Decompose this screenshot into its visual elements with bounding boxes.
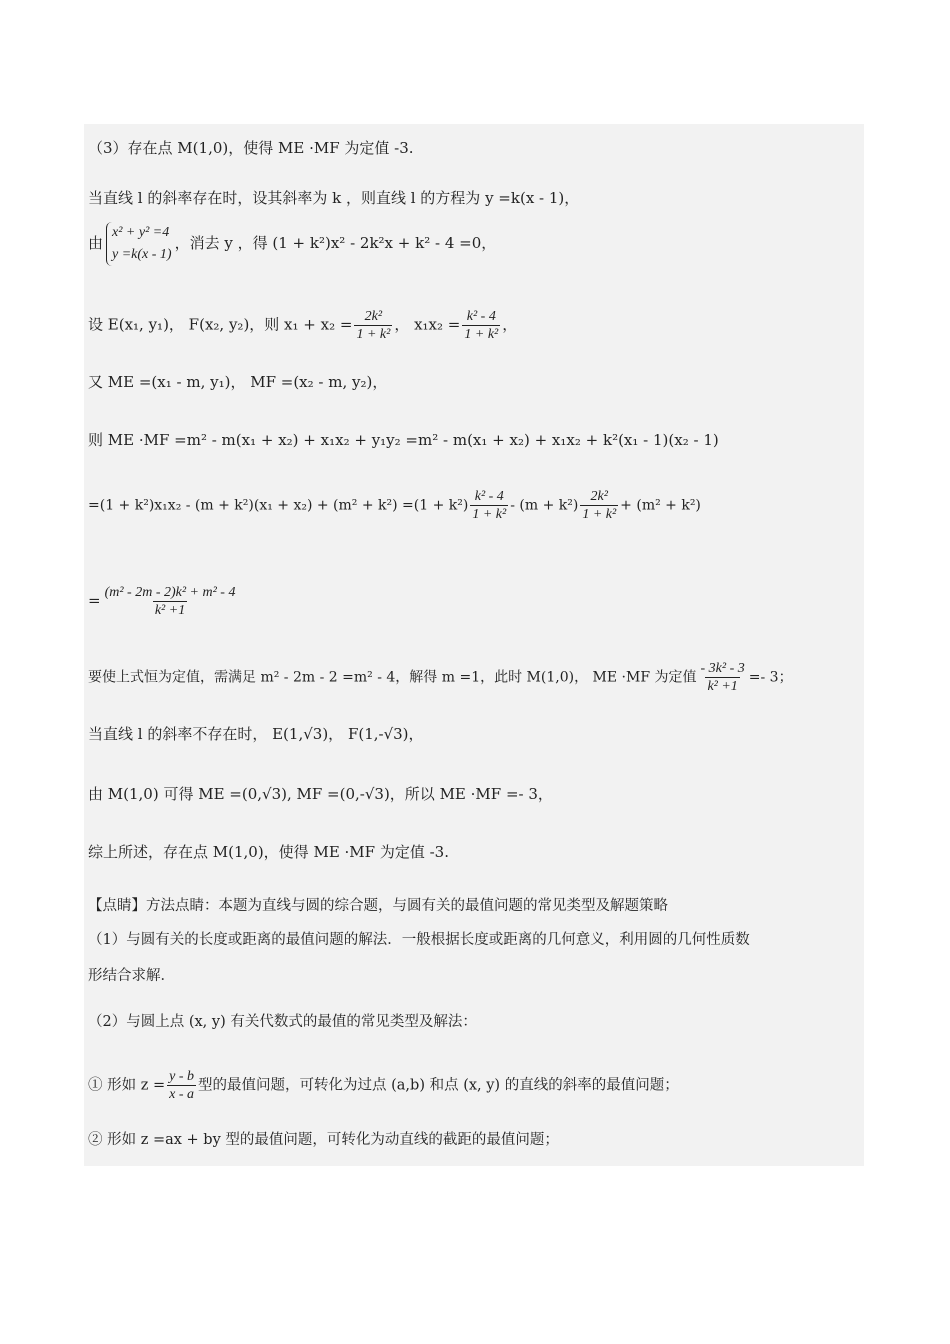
fraction-denominator: k² +1	[154, 603, 186, 618]
fraction-numerator: 2k²	[590, 489, 608, 504]
text-fragment: - (m + k²)	[510, 497, 579, 514]
fraction-numerator: k² - 4	[474, 489, 504, 504]
text-line: ② 形如 z =ax + by 型的最值问题，可转化为动直线的截距的最值问题；	[88, 1132, 559, 1148]
fraction-numerator: k² - 4	[466, 309, 496, 324]
text-line: （1）与圆有关的长度或距离的最值问题的解法．一般根据长度或距离的几何意义，利用圆的几何性质数	[88, 932, 750, 948]
fraction	[103, 584, 238, 619]
text-fragment: ， x₁x₂ =	[394, 315, 461, 334]
text-line: 当直线 l 的斜率存在时，设其斜率为 k ，则直线 l 的方程为 y =k(x - 1)，	[88, 189, 580, 207]
text-fragment: =- 3；	[748, 669, 793, 686]
fraction-numerator: - 3k² - 3	[700, 661, 745, 676]
fraction-denominator: k² +1	[707, 679, 738, 694]
text-line: 综上所述，存在点 M(1,0)，使得 ME ·MF 为定值 -3.	[88, 843, 449, 861]
note-heading: 【点睛】方法点睛：本题为直线与圆的综合题，与圆有关的最值问题的常见类型及解题策略	[88, 898, 668, 914]
fraction	[470, 488, 508, 523]
fraction	[462, 308, 500, 343]
fraction-denominator: 1 + k²	[472, 507, 507, 522]
equation-line	[88, 1068, 679, 1103]
solution-panel	[84, 124, 864, 1166]
equation-line: 则 ME ·MF =m² - m(x₁ + x₂) + x₁x₂ + y₁y₂ =m² - m(x₁ + x₂) + x₁x₂ + k²(x₁ - 1)(x₂ - 1)	[88, 431, 719, 449]
text-line: 由 M(1,0) 可得 ME =(0,√3), MF =(0,-√3)，所以 ME ·MF =- 3，	[88, 785, 553, 803]
text-line: 又 ME =(x₁ - m, y₁)， MF =(x₂ - m, y₂)，	[88, 373, 388, 391]
text-fragment: + (m² + k²)	[620, 497, 701, 514]
equation-line	[88, 488, 701, 523]
text-fragment: 要使上式恒为定值，需满足 m² - 2m - 2 =m² - 4，解得 m =1，此时 M(1,0)， ME ·MF 为定值	[88, 669, 697, 686]
text-line: 形结合求解．	[88, 968, 175, 984]
fraction	[354, 308, 392, 343]
fraction-denominator: 1 + k²	[356, 327, 391, 342]
fraction-denominator: x - a	[169, 1087, 195, 1102]
equation: x² + y² =4	[112, 225, 170, 240]
text-fragment: ① 形如 z =	[88, 1077, 166, 1094]
fraction	[699, 660, 747, 695]
text-fragment: 设 E(x₁, y₁)， F(x₂, y₂)，则 x₁ + x₂ =	[88, 315, 353, 334]
equation-system	[106, 222, 172, 266]
text-line: （3）存在点 M(1,0)，使得 ME ·MF 为定值 -3.	[88, 139, 414, 157]
fraction-numerator: (m² - 2m - 2)k² + m² - 4	[104, 585, 236, 600]
text-line: 当直线 l 的斜率不存在时， E(1,√3)， F(1,-√3)，	[88, 725, 424, 743]
fraction-denominator: 1 + k²	[582, 507, 617, 522]
text-fragment: =(1 + k²)x₁x₂ - (m + k²)(x₁ + x₂) + (m² + k²) =(1 + k²)	[88, 497, 469, 514]
fraction	[167, 1068, 196, 1103]
text-fragment: 型的最值问题，可转化为过点 (a,b) 和点 (x, y) 的直线的斜率的最值问题；	[198, 1077, 679, 1094]
text-fragment: ，	[502, 315, 518, 334]
fraction	[580, 488, 618, 523]
text-fragment: =	[88, 591, 101, 610]
text-line: （2）与圆上点 (x, y) 有关代数式的最值的常见类型及解法：	[88, 1014, 477, 1030]
fraction-numerator: y - b	[169, 1069, 195, 1084]
equation: y =k(x - 1)	[112, 247, 172, 262]
fraction-numerator: 2k²	[364, 309, 383, 324]
equation-line	[88, 584, 239, 619]
equation-system-line	[88, 222, 496, 266]
equation-line	[88, 660, 793, 695]
text-fragment: 由	[88, 234, 104, 252]
fraction-denominator: 1 + k²	[464, 327, 499, 342]
text-fragment: ，消去 y ，得 (1 + k²)x² - 2k²x + k² - 4 =0，	[174, 234, 497, 252]
equation-line	[88, 308, 517, 343]
